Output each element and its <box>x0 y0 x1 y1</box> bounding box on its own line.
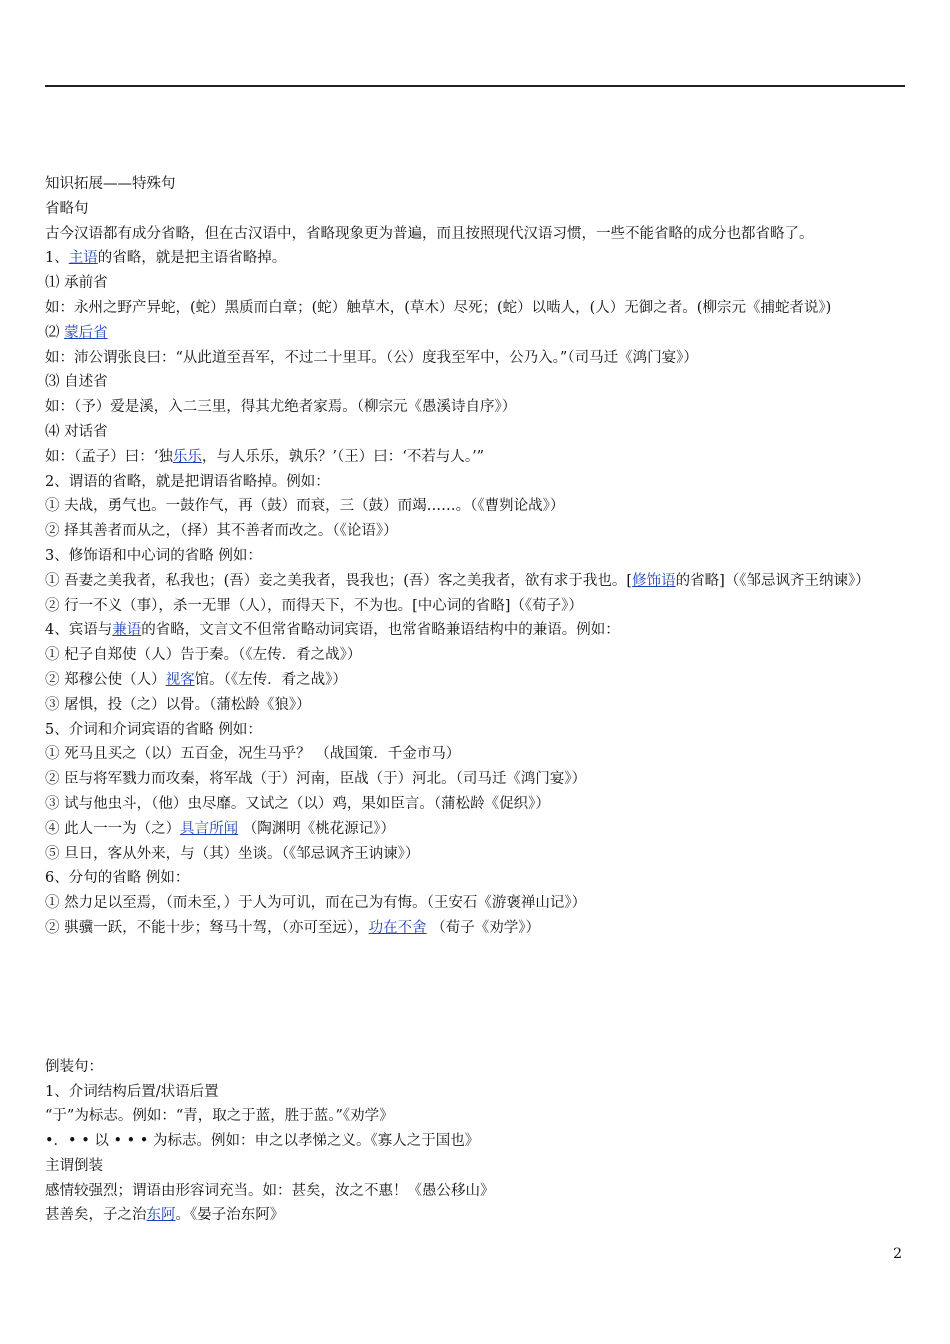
text-segment: 3、修饰语和中心词的省略 例如： <box>45 547 262 564</box>
text-segment: 1、 <box>45 250 69 267</box>
text-line <box>45 1203 907 1228</box>
text-segment: 如：（孟子）曰：‘独 <box>45 448 173 465</box>
term-link[interactable]: 兼语 <box>112 622 142 639</box>
text-segment: 感情较强烈；谓语由形容词充当。如：甚矣，汝之不惠！《愚公移山》 <box>45 1182 495 1199</box>
text-line <box>45 1104 907 1129</box>
text-segment: 知识拓展——特殊句 <box>45 176 176 192</box>
text-segment: ② 郑穆公使（人） <box>45 671 166 688</box>
text-line <box>45 445 907 470</box>
text-line <box>45 544 907 569</box>
text-line <box>45 767 907 792</box>
text-segment: ⑴ 承前省 <box>45 275 108 292</box>
text-line <box>45 271 907 296</box>
term-link[interactable]: 具言所闻 <box>180 820 239 837</box>
text-segment: ① 杞子自郑使（人）告于秦。（《左传．肴之战》） <box>45 647 362 664</box>
text-line <box>45 569 907 594</box>
text-segment: ④ 此人一一为（之） <box>45 820 181 837</box>
text-segment: 甚善矣，子之治 <box>45 1207 147 1224</box>
term-link[interactable]: 乐乐 <box>172 448 202 465</box>
text-line <box>45 718 907 743</box>
text-segment: 1、介词结构后置/状语后置 <box>45 1083 219 1100</box>
text-segment: ① 然力足以至焉，（而未至，）于人为可讥，而在己为有悔。（王安石《游褒禅山记》） <box>45 895 587 912</box>
text-line <box>45 370 907 395</box>
text-segment: 。《晏子治东阿》 <box>175 1207 285 1224</box>
text-segment: 省略句 <box>45 200 89 217</box>
text-line <box>45 346 907 371</box>
document-body <box>45 172 907 1228</box>
text-line <box>45 594 907 619</box>
term-link[interactable]: 蒙后省 <box>64 324 108 341</box>
header-rule <box>45 85 905 87</box>
term-link[interactable]: 东阿 <box>146 1207 176 1224</box>
text-line <box>45 916 907 941</box>
text-segment: （荀子《劝学》） <box>426 919 540 936</box>
text-line <box>45 866 907 891</box>
text-segment: ② 行一不义（事），杀一无罪（人），而得天下，不为也。[中心词的省略]（《荀子》） <box>45 597 583 614</box>
text-segment: ① 吾妻之美我者，私我也；(吾）妾之美我者，畏我也；(吾）客之美我者，欲有求于我也。[ <box>45 572 633 589</box>
text-line <box>45 792 907 817</box>
text-line <box>45 1080 907 1105</box>
text-line <box>45 519 907 544</box>
text-line <box>45 1129 907 1154</box>
section-gap <box>45 941 907 1055</box>
text-segment: 倒装句： <box>45 1058 103 1075</box>
text-line <box>45 693 907 718</box>
page-number: 2 <box>893 1246 902 1262</box>
text-line <box>45 172 907 197</box>
text-line <box>45 891 907 916</box>
text-line <box>45 1055 907 1080</box>
text-line <box>45 470 907 495</box>
text-line <box>45 742 907 767</box>
text-segment: ① 夫战，勇气也。一鼓作气，再（鼓）而衰，三（鼓）而竭……。（《曹刿论战》） <box>45 498 565 515</box>
text-line <box>45 296 907 321</box>
text-segment: 馆。（《左传．肴之战》） <box>194 671 347 688</box>
text-segment: “于”为标志。例如：“青，取之于蓝，胜于蓝。”《劝学》 <box>45 1108 394 1125</box>
text-line <box>45 817 907 842</box>
text-line <box>45 395 907 420</box>
text-segment: ③ 试与他虫斗，（他）虫尽靡。又试之（以）鸡，果如臣言。（蒲松龄《促织》） <box>45 795 550 812</box>
text-segment: ② 臣与将军戮力而攻秦，将军战（于）河南，臣战（于）河北。（司马迁《鸿门宴》） <box>45 771 587 788</box>
text-segment: 的省略]（《邹忌讽齐王纳谏》） <box>675 572 870 589</box>
text-segment: ⑶ 自述省 <box>45 374 108 391</box>
text-segment: ② 择其善者而从之，（择）其不善者而改之。（《论语》） <box>45 523 398 540</box>
text-segment: 2、谓语的省略，就是把谓语省略掉。例如： <box>45 473 330 490</box>
text-segment: 的省略，文言文不但常省略动词宾语，也常省略兼语结构中的兼语。例如： <box>141 622 620 639</box>
text-line <box>45 420 907 445</box>
text-segment: ③ 屠惧，投（之）以骨。（蒲松龄《狼》） <box>45 696 311 713</box>
text-segment: ⑵ <box>45 324 65 341</box>
term-link[interactable]: 功在不舍 <box>368 919 427 936</box>
text-line <box>45 197 907 222</box>
text-segment: 的省略，就是把主语省略掉。 <box>97 250 287 267</box>
text-segment: 如：（予）爱是溪，入二三里，得其尤绝者家焉。（柳宗元《愚溪诗自序》） <box>45 399 517 416</box>
text-line <box>45 321 907 346</box>
text-segment: ⑤ 旦日，客从外来，与（其）坐谈。（《邹忌讽齐王讷谏》） <box>45 845 420 862</box>
text-segment: ② 骐骥一跃，不能十步；驽马十驾，（亦可至远）， <box>45 919 369 936</box>
text-segment: ① 死马且买之（以）五百金，况生马乎？ （战国策．千金市马） <box>45 746 461 763</box>
text-line <box>45 246 907 271</box>
text-line <box>45 842 907 867</box>
text-segment: ⑷ 对话省 <box>45 423 108 440</box>
text-segment: 5、介词和介词宾语的省略 例如： <box>45 721 262 738</box>
text-line <box>45 1179 907 1204</box>
text-line <box>45 668 907 693</box>
text-line <box>45 643 907 668</box>
text-segment: ，与人乐乐，孰乐？’（王）曰：‘不若与人。’” <box>201 448 485 465</box>
text-segment: 古今汉语都有成分省略，但在古汉语中，省略现象更为普遍，而且按照现代汉语习惯，一些不能省略的成分也都省略了。 <box>45 225 814 242</box>
term-link[interactable]: 视客 <box>165 671 195 688</box>
text-segment: 6、分句的省略 例如： <box>45 870 190 887</box>
text-segment: （陶渊明《桃花源记》） <box>238 820 395 837</box>
term-link[interactable]: 主语 <box>68 250 98 267</box>
text-line <box>45 618 907 643</box>
term-link[interactable]: 修饰语 <box>632 572 676 589</box>
text-line <box>45 494 907 519</box>
text-segment: 如：沛公谓张良曰：“从此道至吾军，不过二十里耳。（公）度我至军中，公乃入。”（司马迁《鸿门宴》） <box>45 349 698 366</box>
text-line <box>45 1154 907 1179</box>
text-segment: •．• • 以 • • • 为标志。例如：申之以孝悌之义。《寡人之于国也》 <box>45 1133 480 1150</box>
text-segment: 4、宾语与 <box>45 622 113 639</box>
text-segment: 如：永州之野产异蛇，(蛇）黑质而白章；(蛇）触草木，(草木）尽死；(蛇）以啮人，(人）无御之者。(柳宗元《捕蛇者说》) <box>45 299 832 316</box>
text-segment: 主谓倒装 <box>45 1157 103 1174</box>
text-line <box>45 222 907 247</box>
